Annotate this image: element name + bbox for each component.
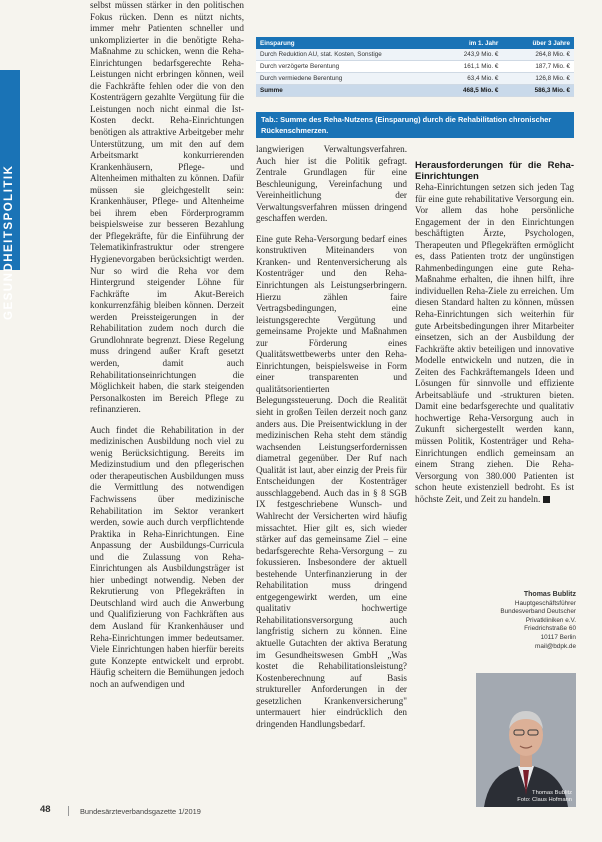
table-cell: 586,3 Mio. € bbox=[502, 85, 574, 97]
table-cell: Durch vermiedene Berentung bbox=[256, 73, 434, 85]
column-3 bbox=[415, 160, 574, 514]
author-line: Hauptgeschäftsführer bbox=[514, 599, 576, 607]
page-number: 48 bbox=[40, 804, 51, 815]
column-2 bbox=[256, 144, 407, 739]
author-name: Thomas Bublitz bbox=[523, 591, 576, 598]
author-line: Friedrichstraße 60 bbox=[524, 625, 576, 633]
table-cell: 63,4 Mio. € bbox=[434, 73, 502, 85]
table-cell: 126,8 Mio. € bbox=[502, 73, 574, 85]
table-row bbox=[256, 61, 574, 73]
photo-caption bbox=[517, 790, 572, 804]
table-header-row bbox=[256, 37, 574, 49]
paragraph: selbst müssen stärker in den politischen Fokus rücken. Denn es nützt nichts, immer mehr Patienten schneller und unkomplizierter in die benötigte Reha-Maßnahme zu schicken, wenn die Reha-Einrichtungen bedarfsgerechte Reha-Leistungen nicht erbringen können, weil die Fachkräfte fehlen oder die von den Kostenträgern gezahlte Vergütung für die Leistungen noch nicht einmal die Ist-Kosten deckt. Reha-Einrichtungen benötigen als attraktive Arbeitgeber mehr Unterstützung, um mit den auf dem Arbeitsmarkt konkurrierenden Krankenhäusern, Pflege- und Altenheimen mithalten zu können. Dafür müssen sie gleichgestellt sein: Krankenhäuser, Pflege- und Altenheime bei ihrem eben Förderprogramm beispielsweise zur besseren Bezahlung der Pflegekräfte, für die Einführung der Telematikinfrastruktur oder strengere Hygienevorgaben berücksichtigt werden. Nur so wird die Reha vor dem Hintergrund steigender Löhne für Fachkräfte im Akut-Bereich konkurrenzfähig bleiben können. Derzeit werden Preissteigerungen in der Rehabilitation zudem noch durch die Grundlohnrate begrenzt. Diese Regelung muss dringend außer Kraft gesetzt werden, damit auch Rehabilitationseinrichtungen die Möglichkeit haben, die stark steigenden Personalkosten im Bereich Pflege zu refinanzieren. bbox=[90, 0, 244, 415]
savings-table bbox=[256, 37, 574, 97]
table-cell: 187,7 Mio. € bbox=[502, 61, 574, 73]
paragraph bbox=[415, 182, 574, 505]
table-caption: Tab.: Summe des Reha-Nutzens (Einsparung) durch die Rehabilitation chronischer Rückenschmerzen. bbox=[256, 112, 574, 138]
photo-caption-line: Foto: Claus Hofmann bbox=[517, 797, 572, 803]
table-cell: Summe bbox=[256, 85, 434, 97]
table-row bbox=[256, 73, 574, 85]
paragraph: Auch findet die Rehabilitation in der medizinischen Ausbildung noch viel zu wenig Berücksichtigung. Bereits im Medizinstudium und den pflegerischen oder therapeutischen Ausbildungen muss die Vermittlung des notwendigen Fachwissens über medizinische Rehabilitation im Sektor verankert werden, sowie auch durch verpflichtende Praktika in Reha-Einrichtungen. Eine Anpassung der Ausbildungs-Curricula und die Zulassung von Reha-Einrichtungen als Ausbildungsträger ist hier unbedingt notwendig. Neben der Rekrutierung von Pflegekräften in Deutschland wird auch die Anwerbung und Qualifizierung von Fachkräften aus dem Ausland für Krankenhäuser und Reha-Einrichtungen immer bedeutsamer. Viele Einrichtungen haben hierfür bereits gute Konzepte entwickelt und erprobt. Häufig scheitern die Bemühungen jedoch noch an aufwendigen und bbox=[90, 424, 244, 689]
end-mark bbox=[543, 496, 550, 503]
journal-name: Bundesärzteverbandsgazette 1/2019 bbox=[80, 807, 201, 816]
table-cell: Durch verzögerte Berentung bbox=[256, 61, 434, 73]
table-cell: 468,5 Mio. € bbox=[434, 85, 502, 97]
paragraph-text: Reha-Einrichtungen setzen sich jeden Tag für eine gute rehabilitative Versorgung ein. Vor allem das hohe persönliche Engagement der in den Einrichtungen beschäftigten Ärzte, Psychologen, Therapeuten und Pflegekräften ermöglicht es, dass Patienten trotz der ungünstigen Rahmenbedingungen eine gute Reha-Maßnahme erhalten, die ihnen hilft, ihre individuellen Reha-Ziele zu erreichen. Um diesen Standard halten zu können, müssen Reha-Einrichtungen sich weiterhin für gute Arbeitsbedingungen ihrer Mitarbeiter einsetzen, sich an der Ausbildung der Fachkräfte aktiv beteiligen und innovative Modelle entwickeln und nutzen, die in Zeiten des Fachkräftemangels Ideen und Lösungen für sinnvolle und effiziente Arbeitsabläufe und -strukturen bieten. Damit eine bedarfsgerechte und qualitativ hochwertige Reha-Versorgung auch in Zukunft sichergestellt werden kann, müssen Politik, Kostenträger und Reha-Einrichtungen endlich gemeinsam an einem Strang ziehen. Die Reha-Versorgung von 380.000 Patienten ist schon heute existenziell bedroht. Es ist höchste Zeit, und Zeit zu handeln. bbox=[415, 182, 574, 504]
author-photo bbox=[476, 673, 576, 807]
photo-caption-line: Thomas Bublitz bbox=[532, 790, 572, 796]
author-line: Bundesverband Deutscher bbox=[500, 608, 576, 616]
table-total-row bbox=[256, 85, 574, 97]
table-header: im 1. Jahr bbox=[434, 37, 502, 49]
subheading: Herausforderungen für die Reha-Einrichtungen bbox=[415, 160, 574, 182]
portrait-illustration bbox=[476, 673, 576, 807]
table-header: Einsparung bbox=[256, 37, 434, 49]
table-cell: Durch Reduktion AU, stat. Kosten, Sonstige bbox=[256, 49, 434, 61]
table-cell: 243,9 Mio. € bbox=[434, 49, 502, 61]
author-line: 10117 Berlin bbox=[540, 633, 576, 641]
table-row bbox=[256, 49, 574, 61]
paragraph: langwierigen Verwaltungsverfahren. Auch hier ist die Politik gefragt. Zentrale Grundlagen für eine Beschleunigung, Vereinfachung und Vereinheitlichung der Verwaltungsverfahren müssen dringend geschaffen werden. bbox=[256, 144, 407, 224]
column-1 bbox=[90, 0, 244, 699]
author-line: mail@bdpk.de bbox=[535, 642, 576, 650]
author-line: Privatkliniken e.V. bbox=[525, 616, 576, 624]
table-cell: 161,1 Mio. € bbox=[434, 61, 502, 73]
table-cell: 264,8 Mio. € bbox=[502, 49, 574, 61]
author-box bbox=[476, 591, 576, 651]
footer-divider bbox=[68, 806, 69, 816]
section-band bbox=[0, 70, 20, 320]
table-header: über 3 Jahre bbox=[502, 37, 574, 49]
section-label: GESUNDHEITSPOLITIK bbox=[3, 164, 15, 320]
paragraph: Eine gute Reha-Versorgung bedarf eines konstruktiven Miteinanders von Kranken- und Rentenversicherung als Kostenträger und den Reha-Einrichtungen als Leistungserbringern. Hierzu zählen faire Vertragsbedingungen, eine leistungsgerechte Vergütung und gemeinsame Projekte und Maßnahmen zur Förderung eines Qualitätswettbewerbs unter den Reha-Einrichtungen, beispielsweise in Form einer transparenten und qualitätsorientierten Belegungssteuerung. Doch die Realität sieht in großen Teilen derzeit noch ganz anders aus. Die Preisentwicklung in der medizinischen Reha steht dem ständig wachsenden Leistungserfordernissen diametral gegenüber. Der Ruf nach Qualität ist laut, aber einzig der Preis für Entscheidungen der Kostenträger ausschlaggebend. Auch das in § 8 SGB IX festgeschriebene Wunsch- und Wahlrecht der Versicherten wird häufig missachtet. Hier gilt es, sich wieder stärker auf das gemeinsame Ziel – eine bedarfsgerechte Reha-Versorgung – zu fokussieren. Insbesondere der aktuell bestehende Unterfinanzierung in der Rehabilitation muss dringend entgegengewirkt werden, um eine qualitativ hochwertige Rehabilitationsversorgung auch langfristig sichern zu können. Eine aktuelle Gutachten der aktiva Beratung im Gesundheitswesen GmbH „Was kostet die Rehabilitationsleistung? Kostenberechnung auf Basis struktureller Anforderungen in der gesetzlichen Krankenversicherung" untermauert hier eindrücklich den dringenden Handlungsbedarf. bbox=[256, 233, 407, 729]
